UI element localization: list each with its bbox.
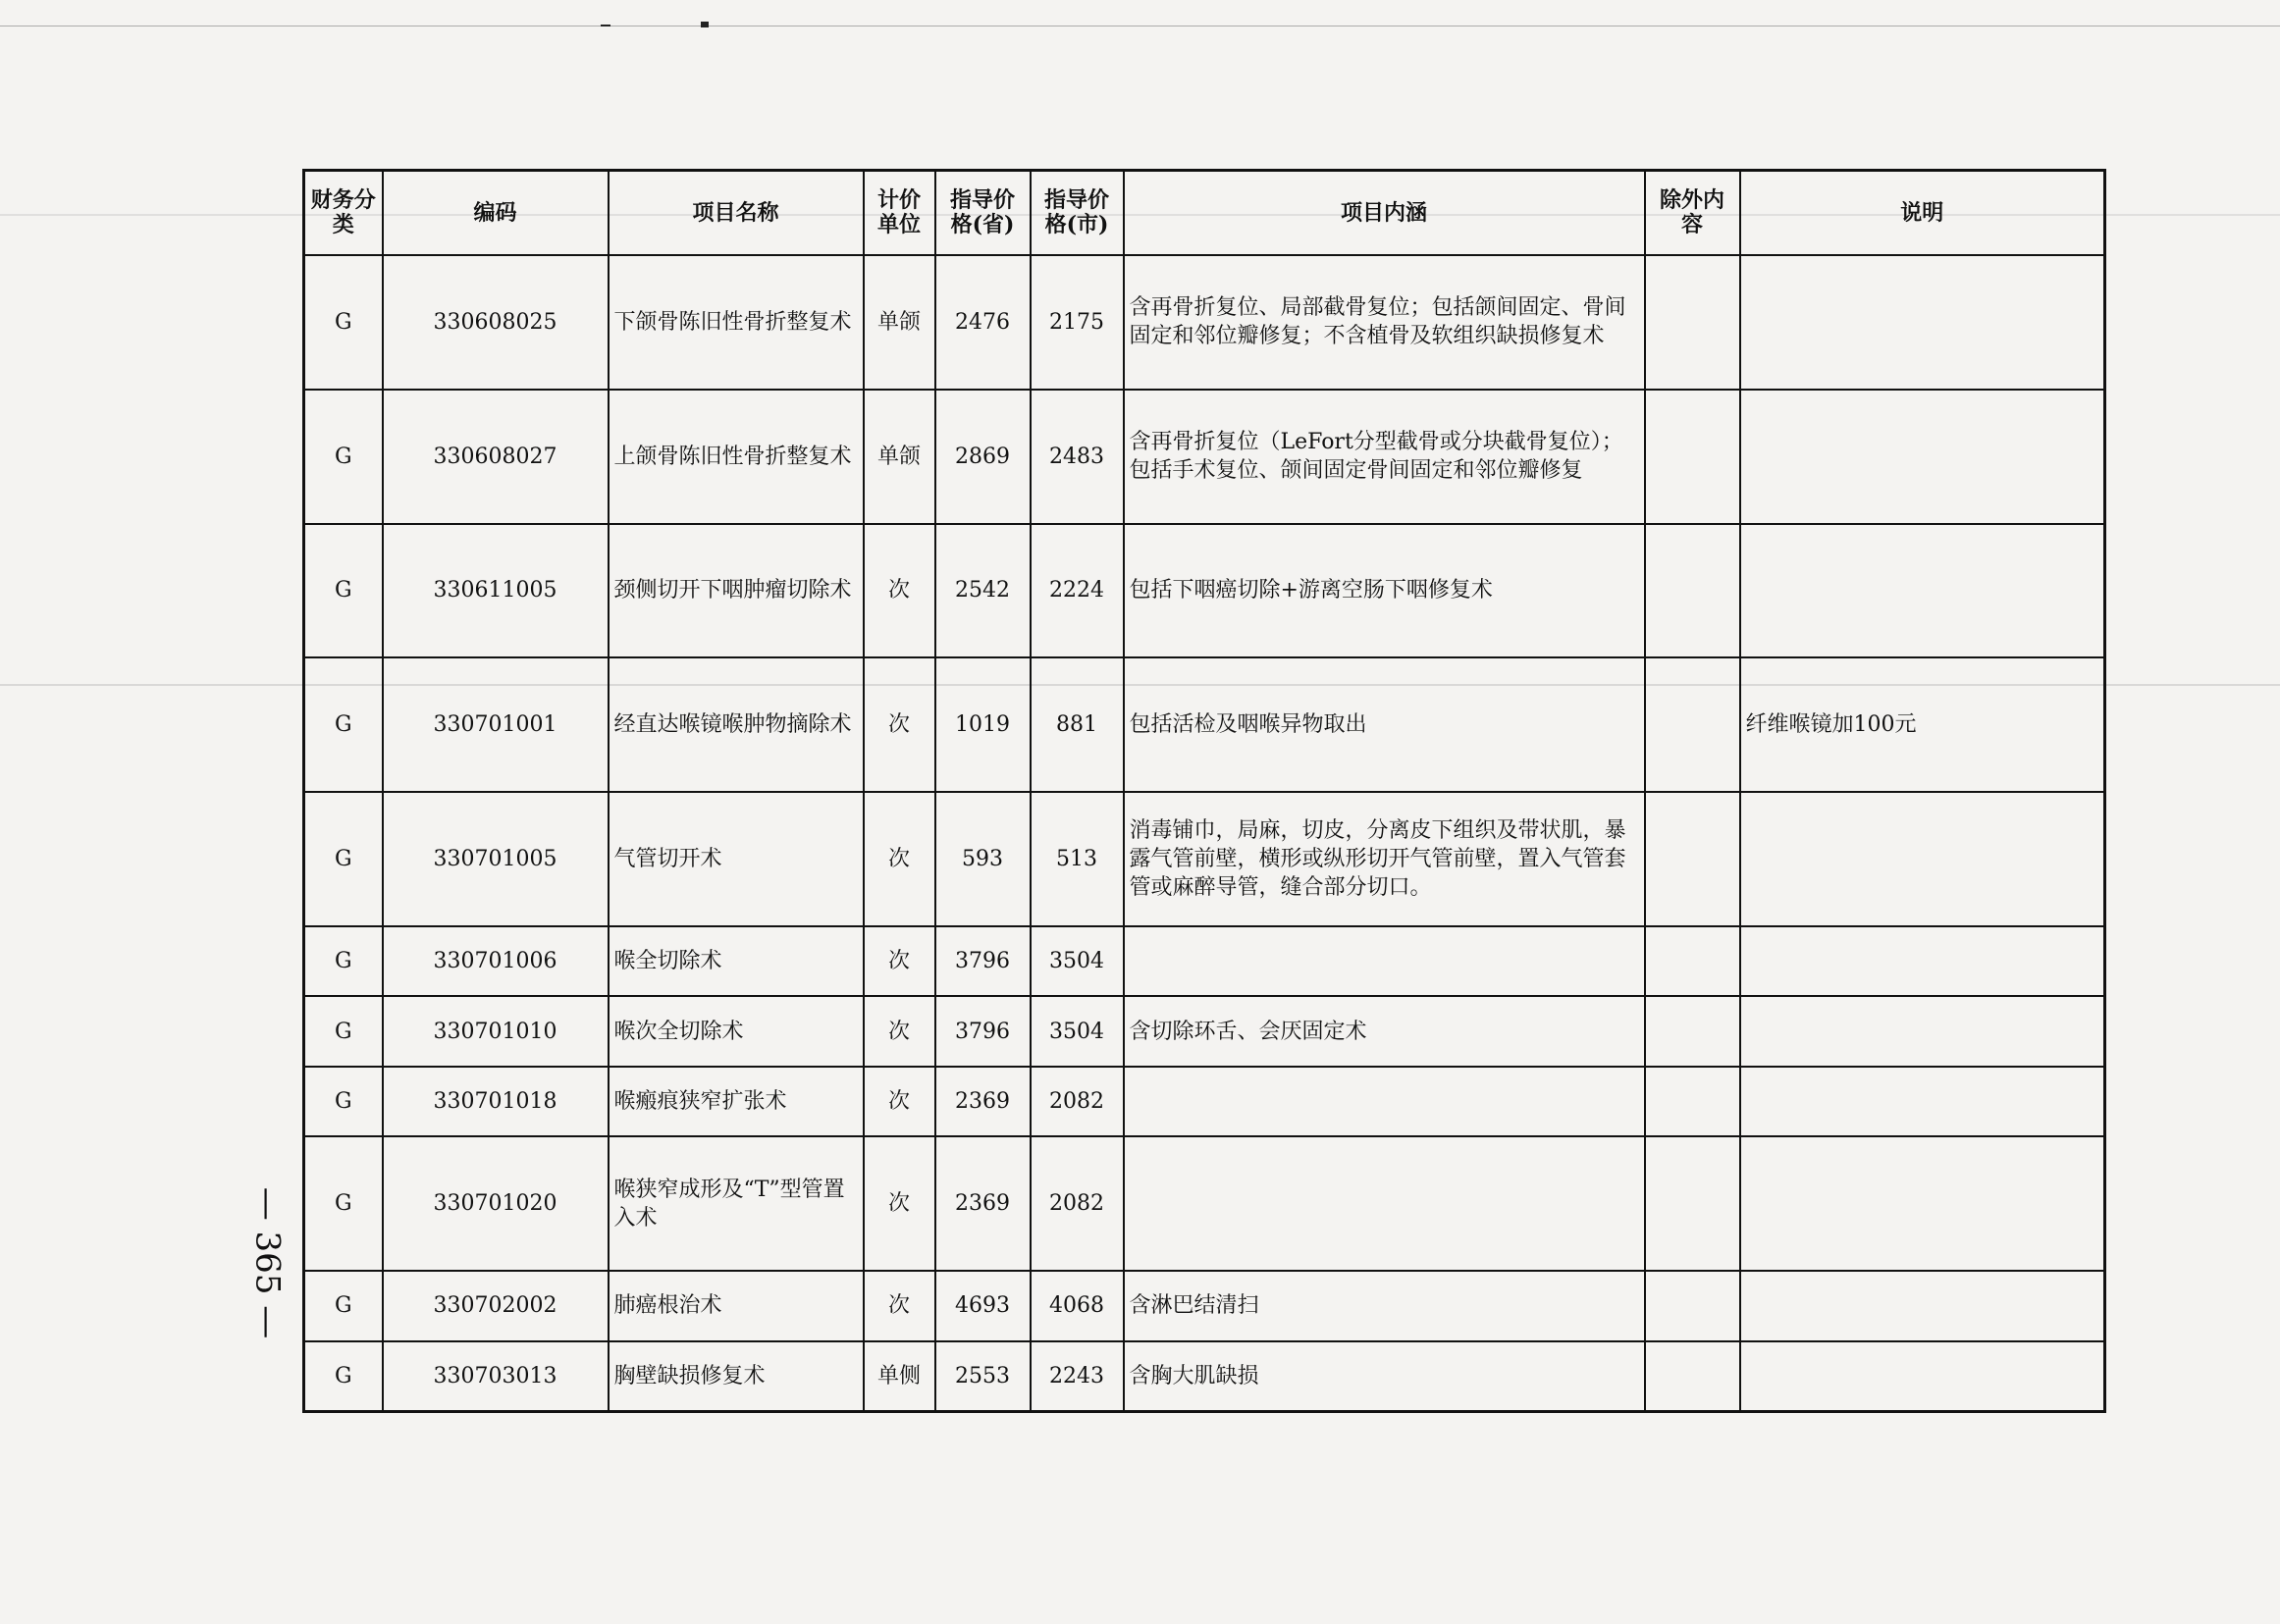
cell-content: 消毒铺巾，局麻，切皮，分离皮下组织及带状肌，暴露气管前壁，横形或纵形切开气管前壁，置入气管套管或麻醉导管，缝合部分切口。: [1124, 792, 1645, 926]
cell-notes: [1740, 1067, 2105, 1136]
cell-excluded: [1645, 1067, 1740, 1136]
cell-name: 颈侧切开下咽肿瘤切除术: [609, 524, 864, 658]
cell-excluded: [1645, 255, 1740, 390]
cell-category: G: [304, 926, 383, 996]
cell-price-city: 3504: [1031, 996, 1124, 1066]
cell-notes: [1740, 390, 2105, 524]
cell-category: G: [304, 1136, 383, 1271]
header-category: 财务分类: [304, 171, 383, 256]
price-table: [302, 169, 2106, 1413]
header-price-province: 指导价格(省): [935, 171, 1031, 256]
cell-content: [1124, 1136, 1645, 1271]
cell-content: 包括活检及咽喉异物取出: [1124, 657, 1645, 792]
cell-content: 含再骨折复位（LeFort分型截骨或分块截骨复位）；包括手术复位、颌间固定骨间固定和邻位瓣修复: [1124, 390, 1645, 524]
cell-unit: 次: [864, 657, 935, 792]
cell-name: 喉瘢痕狭窄扩张术: [609, 1067, 864, 1136]
cell-unit: 单颌: [864, 390, 935, 524]
table-row: [304, 1271, 2105, 1340]
cell-price-city: 4068: [1031, 1271, 1124, 1340]
cell-excluded: [1645, 390, 1740, 524]
cell-category: G: [304, 390, 383, 524]
cell-notes: [1740, 926, 2105, 996]
table-row: [304, 524, 2105, 658]
cell-content: [1124, 926, 1645, 996]
cell-price-province: 2369: [935, 1136, 1031, 1271]
cell-unit: 单侧: [864, 1341, 935, 1412]
cell-excluded: [1645, 1271, 1740, 1340]
cell-notes: [1740, 255, 2105, 390]
cell-category: G: [304, 792, 383, 926]
cell-notes: 纤维喉镜加100元: [1740, 657, 2105, 792]
cell-price-city: 2082: [1031, 1136, 1124, 1271]
cell-excluded: [1645, 926, 1740, 996]
cell-notes: [1740, 1136, 2105, 1271]
cell-unit: 次: [864, 996, 935, 1066]
cell-excluded: [1645, 524, 1740, 658]
scan-speck: [601, 25, 610, 26]
cell-notes: [1740, 1341, 2105, 1412]
cell-excluded: [1645, 792, 1740, 926]
cell-price-province: 3796: [935, 926, 1031, 996]
cell-code: 330701001: [383, 657, 609, 792]
cell-category: G: [304, 1271, 383, 1340]
cell-price-province: 2476: [935, 255, 1031, 390]
header-code: 编码: [383, 171, 609, 256]
cell-price-city: 2175: [1031, 255, 1124, 390]
header-excluded: 除外内容: [1645, 171, 1740, 256]
cell-content: [1124, 1067, 1645, 1136]
cell-name: 上颌骨陈旧性骨折整复术: [609, 390, 864, 524]
cell-price-province: 4693: [935, 1271, 1031, 1340]
header-notes: 说明: [1740, 171, 2105, 256]
cell-price-city: 2483: [1031, 390, 1124, 524]
cell-code: 330701005: [383, 792, 609, 926]
cell-unit: 次: [864, 524, 935, 658]
cell-unit: 次: [864, 792, 935, 926]
cell-category: G: [304, 524, 383, 658]
cell-name: 喉次全切除术: [609, 996, 864, 1066]
header-price-city: 指导价格(市): [1031, 171, 1124, 256]
cell-code: 330701006: [383, 926, 609, 996]
cell-code: 330608027: [383, 390, 609, 524]
cell-price-city: 881: [1031, 657, 1124, 792]
cell-name: 下颌骨陈旧性骨折整复术: [609, 255, 864, 390]
cell-excluded: [1645, 1341, 1740, 1412]
cell-code: 330702002: [383, 1271, 609, 1340]
cell-price-province: 2369: [935, 1067, 1031, 1136]
cell-unit: 次: [864, 926, 935, 996]
table-row: [304, 792, 2105, 926]
cell-content: 包括下咽癌切除+游离空肠下咽修复术: [1124, 524, 1645, 658]
cell-code: 330701018: [383, 1067, 609, 1136]
table-row: [304, 255, 2105, 390]
cell-notes: [1740, 792, 2105, 926]
cell-content: 含再骨折复位、局部截骨复位；包括颌间固定、骨间固定和邻位瓣修复；不含植骨及软组织缺损修复术: [1124, 255, 1645, 390]
cell-excluded: [1645, 1136, 1740, 1271]
cell-name: 经直达喉镜喉肿物摘除术: [609, 657, 864, 792]
cell-notes: [1740, 1271, 2105, 1340]
cell-name: 喉全切除术: [609, 926, 864, 996]
cell-category: G: [304, 255, 383, 390]
table-row: [304, 1341, 2105, 1412]
cell-price-city: 2243: [1031, 1341, 1124, 1412]
cell-code: 330703013: [383, 1341, 609, 1412]
cell-excluded: [1645, 657, 1740, 792]
cell-price-province: 2869: [935, 390, 1031, 524]
table-header-row: [304, 171, 2105, 256]
cell-price-province: 1019: [935, 657, 1031, 792]
cell-name: 气管切开术: [609, 792, 864, 926]
cell-price-city: 3504: [1031, 926, 1124, 996]
cell-price-city: 513: [1031, 792, 1124, 926]
cell-content: 含胸大肌缺损: [1124, 1341, 1645, 1412]
cell-code: 330701020: [383, 1136, 609, 1271]
cell-name: 喉狭窄成形及“T”型管置入术: [609, 1136, 864, 1271]
cell-notes: [1740, 996, 2105, 1066]
header-content: 项目内涵: [1124, 171, 1645, 256]
page-number: [238, 1170, 296, 1356]
scan-speck: [701, 22, 709, 27]
cell-code: 330611005: [383, 524, 609, 658]
cell-name: 胸壁缺损修复术: [609, 1341, 864, 1412]
cell-price-city: 2224: [1031, 524, 1124, 658]
cell-price-province: 593: [935, 792, 1031, 926]
table-row: [304, 390, 2105, 524]
cell-price-province: 3796: [935, 996, 1031, 1066]
cell-price-city: 2082: [1031, 1067, 1124, 1136]
cell-unit: 单颌: [864, 255, 935, 390]
cell-content: 含切除环舌、会厌固定术: [1124, 996, 1645, 1066]
cell-category: G: [304, 657, 383, 792]
cell-price-province: 2542: [935, 524, 1031, 658]
page-number-text: — 365 —: [247, 1186, 288, 1339]
table-row: [304, 996, 2105, 1066]
table-row: [304, 926, 2105, 996]
cell-code: 330701010: [383, 996, 609, 1066]
price-table-container: [302, 169, 2103, 1413]
cell-excluded: [1645, 996, 1740, 1066]
cell-code: 330608025: [383, 255, 609, 390]
cell-unit: 次: [864, 1067, 935, 1136]
header-unit: 计价单位: [864, 171, 935, 256]
cell-category: G: [304, 1341, 383, 1412]
table-row: [304, 657, 2105, 792]
cell-name: 肺癌根治术: [609, 1271, 864, 1340]
table-row: [304, 1067, 2105, 1136]
cell-category: G: [304, 996, 383, 1066]
cell-price-province: 2553: [935, 1341, 1031, 1412]
cell-notes: [1740, 524, 2105, 658]
cell-unit: 次: [864, 1136, 935, 1271]
table-row: [304, 1136, 2105, 1271]
cell-content: 含淋巴结清扫: [1124, 1271, 1645, 1340]
cell-category: G: [304, 1067, 383, 1136]
cell-unit: 次: [864, 1271, 935, 1340]
header-name: 项目名称: [609, 171, 864, 256]
